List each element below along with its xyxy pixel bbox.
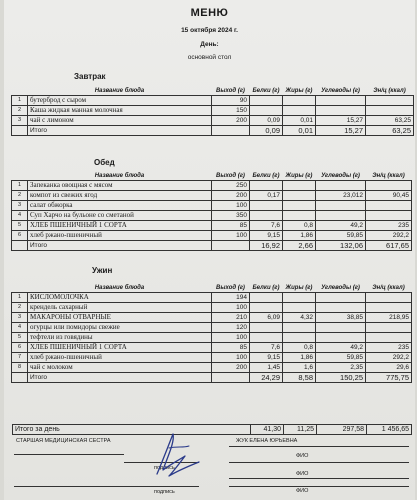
page-title: МЕНЮ <box>190 7 229 19</box>
table-row: 1 КИСЛОМОЛОЧКА 194 <box>12 293 412 303</box>
section-title-dinner: Ужин <box>92 266 113 275</box>
col-protein: Белки (г) <box>252 87 280 94</box>
divider <box>229 446 409 447</box>
col-carbs: Углеводы (г) <box>321 172 360 179</box>
table-row: 3 салат обжорка 100 <box>12 201 412 211</box>
day-label: День: <box>200 41 219 48</box>
col-yield: Выход (г) <box>216 87 245 94</box>
table-row: 2 компот из свежих ягод 200 0,17 23,012 90,45 <box>12 191 412 201</box>
col-carbs: Углеводы (г) <box>321 284 360 291</box>
fio-line <box>229 462 409 463</box>
fio-line <box>229 486 409 487</box>
col-carbs: Углеводы (г) <box>321 87 360 94</box>
table-row: 4 Суп Харчо на бульоне со сметаной 350 <box>12 211 412 221</box>
table-row: 8 чай с молоком 200 1,45 1,6 2,35 29,6 <box>12 363 412 373</box>
total-row: Итого 24,29 8,58 150,25 775,75 <box>12 373 412 383</box>
section-title-lunch: Обед <box>94 158 115 167</box>
handwritten-signature <box>149 430 204 480</box>
col-energy: Эн/ц (ккал) <box>373 87 406 94</box>
daily-total-row: Итого за день 41,30 11,25 297,58 1 456,65 <box>13 425 412 435</box>
menu-sheet <box>4 0 415 500</box>
table-header <box>12 86 414 96</box>
col-yield: Выход (г) <box>216 284 245 291</box>
section-title-breakfast: Завтрак <box>74 72 106 81</box>
fio-line <box>229 478 409 479</box>
breakfast-table <box>11 86 414 136</box>
nurse-name: ЖУК ЕЛЕНА ЮРЬЕВНА <box>236 438 298 444</box>
table-type: основной стол <box>187 54 232 61</box>
table-row: 1 бутерброд с сыром 90 <box>12 96 414 106</box>
table-row: 6 хлеб ржано-пшеничный 100 9,15 1,86 59,85 292,2 <box>12 231 412 241</box>
table-row: 5 тефтели из говядины 100 <box>12 333 412 343</box>
signature-line <box>124 486 199 487</box>
table-row: 3 чай с лимоном 200 0,09 0,01 15,27 63,25 <box>12 116 414 126</box>
menu-date: 15 октября 2024 г. <box>181 27 238 34</box>
col-name: Название блюда <box>94 172 145 179</box>
nurse-title: СТАРШАЯ МЕДИЦИНСКАЯ СЕСТРА <box>16 438 111 444</box>
table-row: 4 огурцы или помидоры свежие 120 <box>12 323 412 333</box>
signature-caption: подпись <box>154 489 175 495</box>
col-fat: Жиры (г) <box>285 172 313 179</box>
fio-caption: ФИО <box>296 453 309 459</box>
col-yield: Выход (г) <box>216 172 245 179</box>
fio-caption: ФИО <box>296 488 309 494</box>
table-header <box>12 171 412 181</box>
lunch-table <box>11 171 412 251</box>
table-row: 1 Запеканка овощная с мясом 250 <box>12 181 412 191</box>
col-energy: Эн/ц (ккал) <box>372 172 405 179</box>
col-energy: Эн/ц (ккал) <box>372 284 405 291</box>
daily-total-table <box>12 424 412 435</box>
col-name: Название блюда <box>94 284 145 291</box>
total-row: Итого 16,92 2,66 132,06 617,65 <box>12 241 412 251</box>
table-header <box>12 283 412 293</box>
col-protein: Белки (г) <box>252 284 280 291</box>
table-row: 2 крендель сахарный 100 <box>12 303 412 313</box>
table-row: 5 ХЛЕБ ПШЕНИЧНЫЙ 1 СОРТА 85 7,6 0,8 49,2 235 <box>12 221 412 231</box>
dinner-table <box>11 283 412 383</box>
col-fat: Жиры (г) <box>285 87 313 94</box>
daily-total-label: Итого за день <box>13 425 251 435</box>
table-row: 3 МАКАРОНЫ ОТВАРНЫЕ 210 6,09 4,32 38,85 218,95 <box>12 313 412 323</box>
signature-caption: подпись <box>154 465 175 471</box>
divider <box>14 454 124 455</box>
table-row: 6 ХЛЕБ ПШЕНИЧНЫЙ 1 СОРТА 85 7,6 0,8 49,2 235 <box>12 343 412 353</box>
col-fat: Жиры (г) <box>285 284 313 291</box>
table-row: 7 хлеб ржано-пшеничный 100 9,15 1,86 59,85 292,2 <box>12 353 412 363</box>
col-name: Название блюда <box>94 87 145 94</box>
fio-caption: ФИО <box>296 471 309 477</box>
total-row: Итого 0,09 0,01 15,27 63,25 <box>12 126 414 136</box>
divider <box>14 486 124 487</box>
table-row: 2 Каша жидкая манная молочная 150 <box>12 106 414 116</box>
col-protein: Белки (г) <box>252 172 280 179</box>
